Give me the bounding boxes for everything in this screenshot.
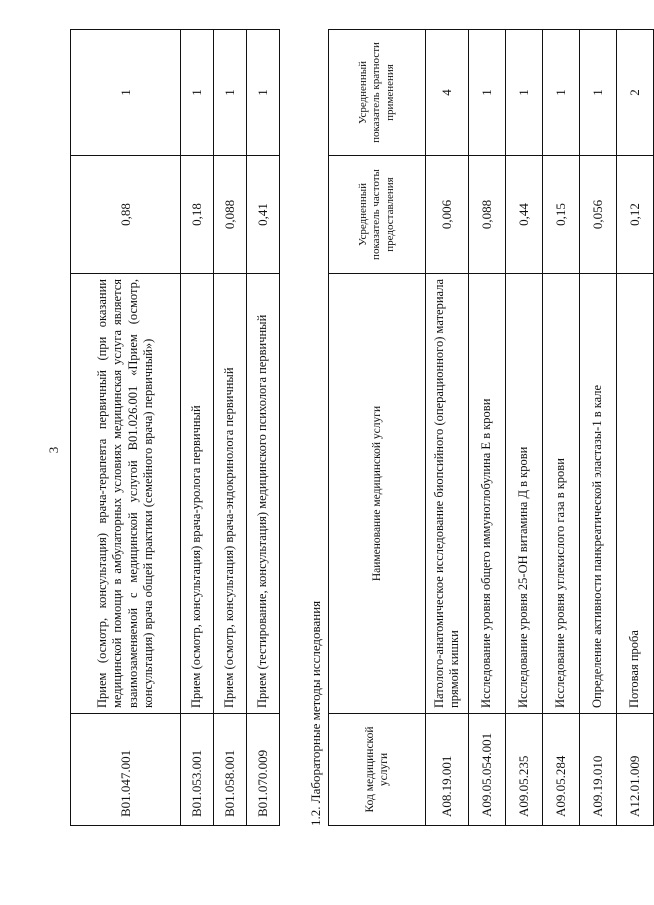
- multiplicity-cell: 1: [580, 30, 617, 156]
- service-code-cell: B01.070.009: [247, 714, 280, 826]
- service-code-cell: A09.05.284: [543, 714, 580, 826]
- multiplicity-cell: 1: [543, 30, 580, 156]
- service-code-cell: A09.19.010: [580, 714, 617, 826]
- table-row: [617, 30, 654, 826]
- table-row: [426, 30, 469, 826]
- service-name-cell: Потовая проба: [617, 274, 654, 714]
- table-row: [247, 30, 280, 826]
- frequency-cell: 0,88: [71, 156, 181, 274]
- service-code-cell: B01.047.001: [71, 714, 181, 826]
- table-row: [214, 30, 247, 826]
- frequency-cell: 0,12: [617, 156, 654, 274]
- service-code-cell: B01.058.001: [214, 714, 247, 826]
- service-code-cell: B01.053.001: [181, 714, 214, 826]
- frequency-cell: 0,088: [469, 156, 506, 274]
- frequency-cell: 0,44: [506, 156, 543, 274]
- service-name-cell: Исследование уровня общего иммуноглобулина E в крови: [469, 274, 506, 714]
- multiplicity-cell: 1: [247, 30, 280, 156]
- frequency-cell: 0,056: [580, 156, 617, 274]
- frequency-cell: 0,18: [181, 156, 214, 274]
- header-name: Наименование медицинской услуги: [329, 274, 426, 714]
- table-row: [543, 30, 580, 826]
- service-code-cell: A09.05.235: [506, 714, 543, 826]
- frequency-cell: 0,006: [426, 156, 469, 274]
- service-name-cell: Патолого-анатомическое исследование биопсийного (операционного) материала прямой кишки: [426, 274, 469, 714]
- table-header-row: [329, 30, 426, 826]
- header-code: Код медицинской услуги: [329, 714, 426, 826]
- table-row: [469, 30, 506, 826]
- service-name-cell: Прием (осмотр, консультация) врача-терапевта первичный (при оказании медицинской помощи в амбулаторных условиях медицинская услуга является взаимозаменяемой с медицинской услугой B01.026.001 «Прием (осмотр, консультация) врача общей практики (семейного врача) первичный»): [71, 274, 181, 714]
- table-row: [71, 30, 181, 826]
- multiplicity-cell: 1: [71, 30, 181, 156]
- page-number: 3: [46, 446, 61, 454]
- multiplicity-cell: 4: [426, 30, 469, 156]
- service-code-cell: A08.19.001: [426, 714, 469, 826]
- services-table-laboratory: [328, 29, 654, 826]
- table-row: [181, 30, 214, 826]
- service-name-cell: Прием (осмотр, консультация) врача-эндокринолога первичный: [214, 274, 247, 714]
- multiplicity-cell: 1: [214, 30, 247, 156]
- header-frequency: Усредненный показатель частоты предоставления: [329, 156, 426, 274]
- service-name-cell: Прием (тестирование, консультация) медицинского психолога первичный: [247, 274, 280, 714]
- services-table-consultations: [70, 29, 280, 826]
- multiplicity-cell: 1: [506, 30, 543, 156]
- table-row: [506, 30, 543, 826]
- service-code-cell: A09.05.054.001: [469, 714, 506, 826]
- service-name-cell: Прием (осмотр, консультация) врача-уролога первичный: [181, 274, 214, 714]
- section-title: 1.2. Лабораторные методы исследования: [308, 600, 323, 826]
- multiplicity-cell: 1: [469, 30, 506, 156]
- frequency-cell: 0,15: [543, 156, 580, 274]
- service-name-cell: Определение активности панкреатической эластазы-1 в кале: [580, 274, 617, 714]
- header-multiplicity: Усредненный показатель кратности применения: [329, 30, 426, 156]
- service-name-cell: Исследование уровня углекислого газа в крови: [543, 274, 580, 714]
- frequency-cell: 0,41: [247, 156, 280, 274]
- multiplicity-cell: 1: [181, 30, 214, 156]
- table-row: [580, 30, 617, 826]
- service-code-cell: A12.01.009: [617, 714, 654, 826]
- service-name-cell: Исследование уровня 25-ОН витамина Д в крови: [506, 274, 543, 714]
- multiplicity-cell: 2: [617, 30, 654, 156]
- frequency-cell: 0,088: [214, 156, 247, 274]
